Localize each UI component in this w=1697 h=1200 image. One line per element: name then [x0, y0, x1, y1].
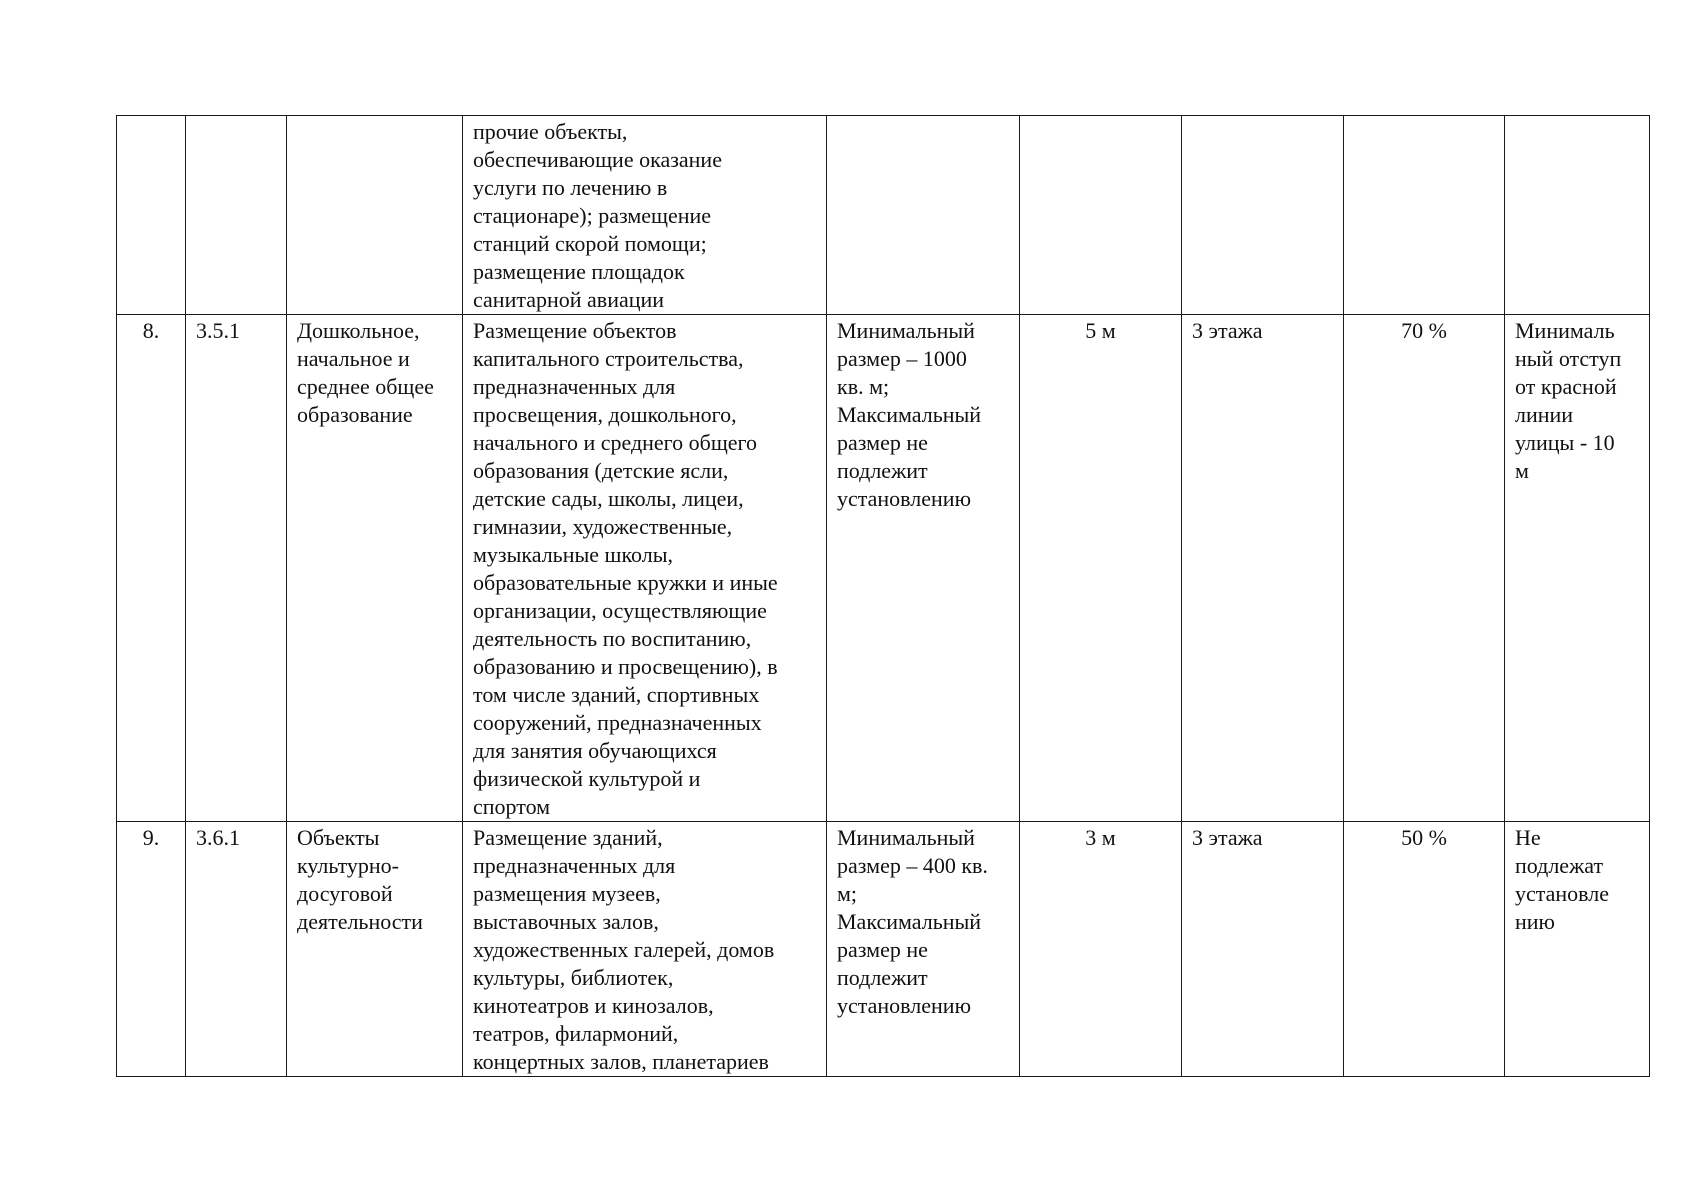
use-description-cell: прочие объекты, обеспечивающие оказание услуги по лечению в стационаре); размещение станций скорой помощи; размещение площадок санитарной авиации [463, 116, 827, 315]
use-name-cell: Объекты культурно- досуговой деятельности [287, 822, 463, 1077]
table-row [117, 315, 1650, 822]
plot-size-cell: Минимальный размер – 1000 кв. м; Максимальный размер не подлежит установлению [827, 315, 1020, 822]
use-description-cell: Размещение зданий, предназначенных для размещения музеев, выставочных залов, художественных галерей, домов культуры, библиотек, кинотеатров и кинозалов, театров, филармоний, концертных залов, планетариев [463, 822, 827, 1077]
use-code-cell [186, 116, 287, 315]
row-number-cell: 8. [117, 315, 186, 822]
plot-size-cell [827, 116, 1020, 315]
row-number-cell [117, 116, 186, 315]
floors-cell [1182, 116, 1344, 315]
setback-cell: 5 м [1020, 315, 1182, 822]
use-code-cell: 3.6.1 [186, 822, 287, 1077]
plot-size-cell: Минимальный размер – 400 кв. м; Максимальный размер не подлежит установлению [827, 822, 1020, 1077]
setback-cell: 3 м [1020, 822, 1182, 1077]
table-row [117, 116, 1650, 315]
notes-cell: Минималь ный отступ от красной линии улицы - 10 м [1505, 315, 1650, 822]
table-row [117, 822, 1650, 1077]
row-number-cell: 9. [117, 822, 186, 1077]
use-description-cell: Размещение объектов капитального строительства, предназначенных для просвещения, дошкольного, начального и среднего общего образования (детские ясли, детские сады, школы, лицеи, гимназии, художественные, музыкальные школы, образовательные кружки и иные организации, осуществляющие деятельность по воспитанию, образованию и просвещению), в том числе зданий, спортивных сооружений, предназначенных для занятия обучающихся физической культурой и спортом [463, 315, 827, 822]
notes-cell [1505, 116, 1650, 315]
coverage-cell: 70 % [1344, 315, 1505, 822]
zoning-regulations-table [116, 115, 1650, 1077]
notes-cell: Не подлежат установле нию [1505, 822, 1650, 1077]
floors-cell: 3 этажа [1182, 822, 1344, 1077]
floors-cell: 3 этажа [1182, 315, 1344, 822]
coverage-cell: 50 % [1344, 822, 1505, 1077]
setback-cell [1020, 116, 1182, 315]
use-name-cell [287, 116, 463, 315]
coverage-cell [1344, 116, 1505, 315]
use-name-cell: Дошкольное, начальное и среднее общее образование [287, 315, 463, 822]
use-code-cell: 3.5.1 [186, 315, 287, 822]
